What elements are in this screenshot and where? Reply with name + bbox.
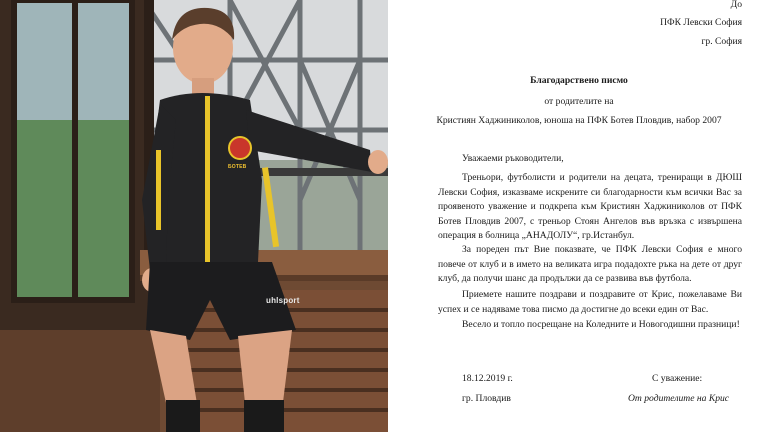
letter-title: Благодарствено писмо <box>530 75 628 86</box>
thank-you-letter <box>390 0 768 432</box>
letter-city: гр. Пловдив <box>462 393 511 404</box>
letter-subject: Кристиян Хаджиниколов, юноша на ПФК Ботев Пловдив, набор 2007 <box>436 115 722 126</box>
addressee-line-3: гр. София <box>701 36 742 47</box>
paragraph-1: Треньори, футболисти и родители на децата, трениращи в ДЮШ Левски София, изказваме искрените си благодарности към всички Вас за проявеното уважение и подкрепа към Кристиян Хаджиниколов от ПФК Ботев Пловдив 2007, с треньор Стоян Ангелов във връзка с извършена операция в болница „АНАДОЛУ“, гр.Истанбул. <box>438 172 742 242</box>
paragraph-3: Приемете нашите поздрави и поздравите от Крис, пожелаваме Ви успех и се надяваме това писмо да достигне до всеки един от Вас. <box>438 289 742 315</box>
salutation: Уважаеми ръководители, <box>462 153 564 164</box>
addressee-line-1: До <box>730 0 742 10</box>
letter-signature: От родителите на Крис <box>628 393 730 404</box>
paragraph-4: Весело и топло посрещане на Коледните и Новогодишни празници! <box>462 319 740 330</box>
shorts-brand-text: uhlsport <box>266 296 300 305</box>
jersey-brand-text: БОТЕВ <box>228 164 247 170</box>
letter-date: 18.12.2019 г. <box>462 373 513 384</box>
letter-subtitle: от родителите на <box>544 96 614 107</box>
letter-closing: С уважение: <box>652 373 703 384</box>
addressee-line-2: ПФК Левски София <box>660 17 742 28</box>
paragraph-2: За пореден път Вие показвате, че ПФК Левски София е много повече от клуб и в името на великата игра подадохте ръка на дете от друг клуб, да получи шанс да продължи да се развива във футбола. <box>438 244 742 285</box>
